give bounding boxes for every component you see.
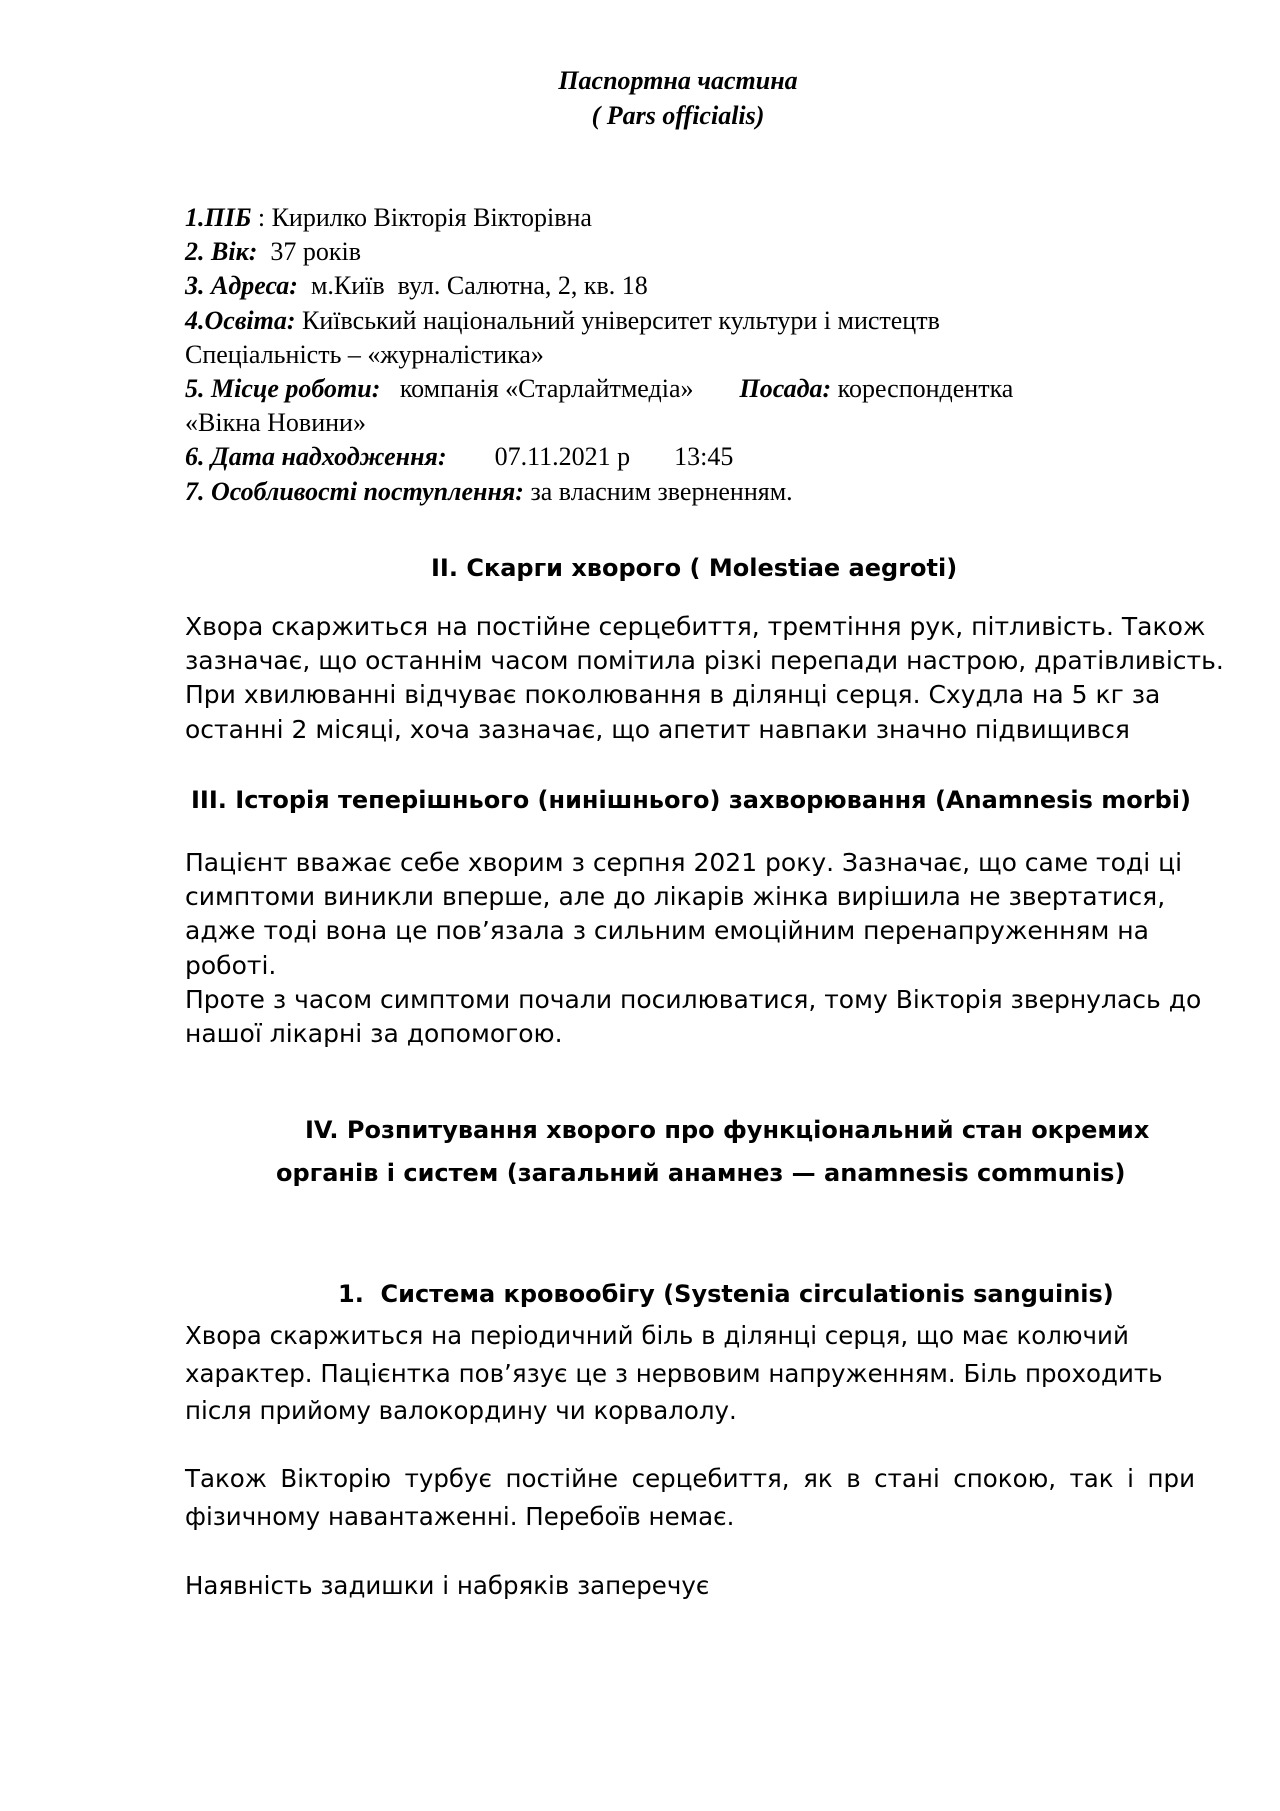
complaints-line: Хвора скаржиться на постійне серцебиття, тремтіння рук, пітливість. Також [185,612,1206,641]
field-admission-date: 07.11.2021 р [494,442,631,472]
circulation-para1 [185,1317,1195,1430]
circulation-line: Хвора скаржиться на періодичний біль в ділянці серця, що має колючий [185,1321,1129,1350]
circulation-line: Наявність задишки і набряків заперечує [185,1571,710,1600]
complaints-heading: II. Скарги хворого ( Molestiae aegroti) [431,554,958,582]
field-education-value: Київський національний університет культури і мистецтв [295,305,940,335]
anamnesis-heading-line2: органів і систем (загальний анамнез — anamnesis communis) [276,1159,1126,1187]
history-line: Пацієнт вважає себе хворим з серпня 2021 року. Зазначає, що саме тоді ці [185,848,1183,877]
field-features-label: 7. Особливості поступлення: [185,476,524,506]
field-specialty: Спеціальність – «журналістика» [185,339,544,369]
history-line: Проте з часом симптоми почали посилюватися, тому Вікторія звернулась до [185,984,1202,1014]
passport-title: Паспортна частина [558,66,798,95]
field-age-value: 37 років [257,237,362,267]
field-work [185,372,1013,406]
field-admission-time: 13:45 [674,442,734,472]
field-name [185,201,1013,235]
passport-fields [185,201,1013,509]
circulation-line: характер. Пацієнтка пов’язує це з нервовим напруженням. Біль проходить [185,1358,1163,1388]
field-work-label: 5. Місце роботи: [185,374,381,404]
history-text [185,846,1202,1051]
field-education-label: 4.Освіта: [185,305,296,335]
field-position-value: кореспондентка [831,374,1014,404]
circulation-para3 [185,1567,1195,1605]
field-work-continued: «Вікна Новини» [185,408,366,438]
field-address [185,269,1013,303]
field-name-value: : Кирилко Вікторія Вікторівна [251,203,592,232]
field-features [185,475,1013,509]
complaints-text [185,610,1224,747]
history-line: нашої лікарні за допомогою. [185,1019,563,1049]
field-address-value: м.Київ вул. Салютна, 2, кв. 18 [297,271,648,301]
field-age [185,235,1013,269]
field-position-label: Посада: [739,374,832,404]
field-admission-label: 6. Дата надходження: [185,442,447,472]
passport-title-latin: ( Pars officialis) [591,101,765,130]
field-name-label: 1.ПІБ [185,203,252,232]
history-line: симптоми виникли вперше, але до лікарів жінка вирішила не звертатися, [185,882,1166,912]
field-education [185,304,1013,338]
circulation-line: після прийому валокордину чи корвалолу. [185,1396,737,1425]
complaints-line: зазначає, що останнім часом помітила різкі перепади настрою, дратівливість. [185,646,1224,676]
history-heading: III. Історія теперішнього (нинішнього) захворювання (Anamnesis morbi) [191,786,1191,814]
circulation-para2 [185,1460,1195,1535]
circulation-line: фізичному навантаженні. Перебоїв немає. [185,1501,735,1531]
field-address-label: 3. Адреса: [185,271,298,301]
field-admission [185,440,1013,474]
field-features-value: за власним зверненням. [523,476,793,506]
history-line: адже тоді вона це пов’язала з сильним емоційним перенапруженням на [185,916,1149,946]
anamnesis-heading-line1: IV. Розпитування хворого про функціональний стан окремих [305,1116,1150,1144]
circulation-line: Також Вікторію турбує постійне серцебиття, як в стані спокою, так і при [185,1464,1195,1493]
complaints-line: При хвилюванні відчуває поколювання в ділянці серця. Схудла на 5 кг за [185,680,1161,710]
field-age-label: 2. Вік: [185,237,258,267]
field-work-value: компанія «Старлайтмедіа» [380,374,694,404]
history-line: роботі. [185,950,277,980]
circulation-heading: 1. Система кровообігу (Systenia circulationis sanguinis) [338,1280,1114,1308]
complaints-line: останні 2 місяці, хоча зазначає, що апетит навпаки значно підвищився [185,714,1130,744]
